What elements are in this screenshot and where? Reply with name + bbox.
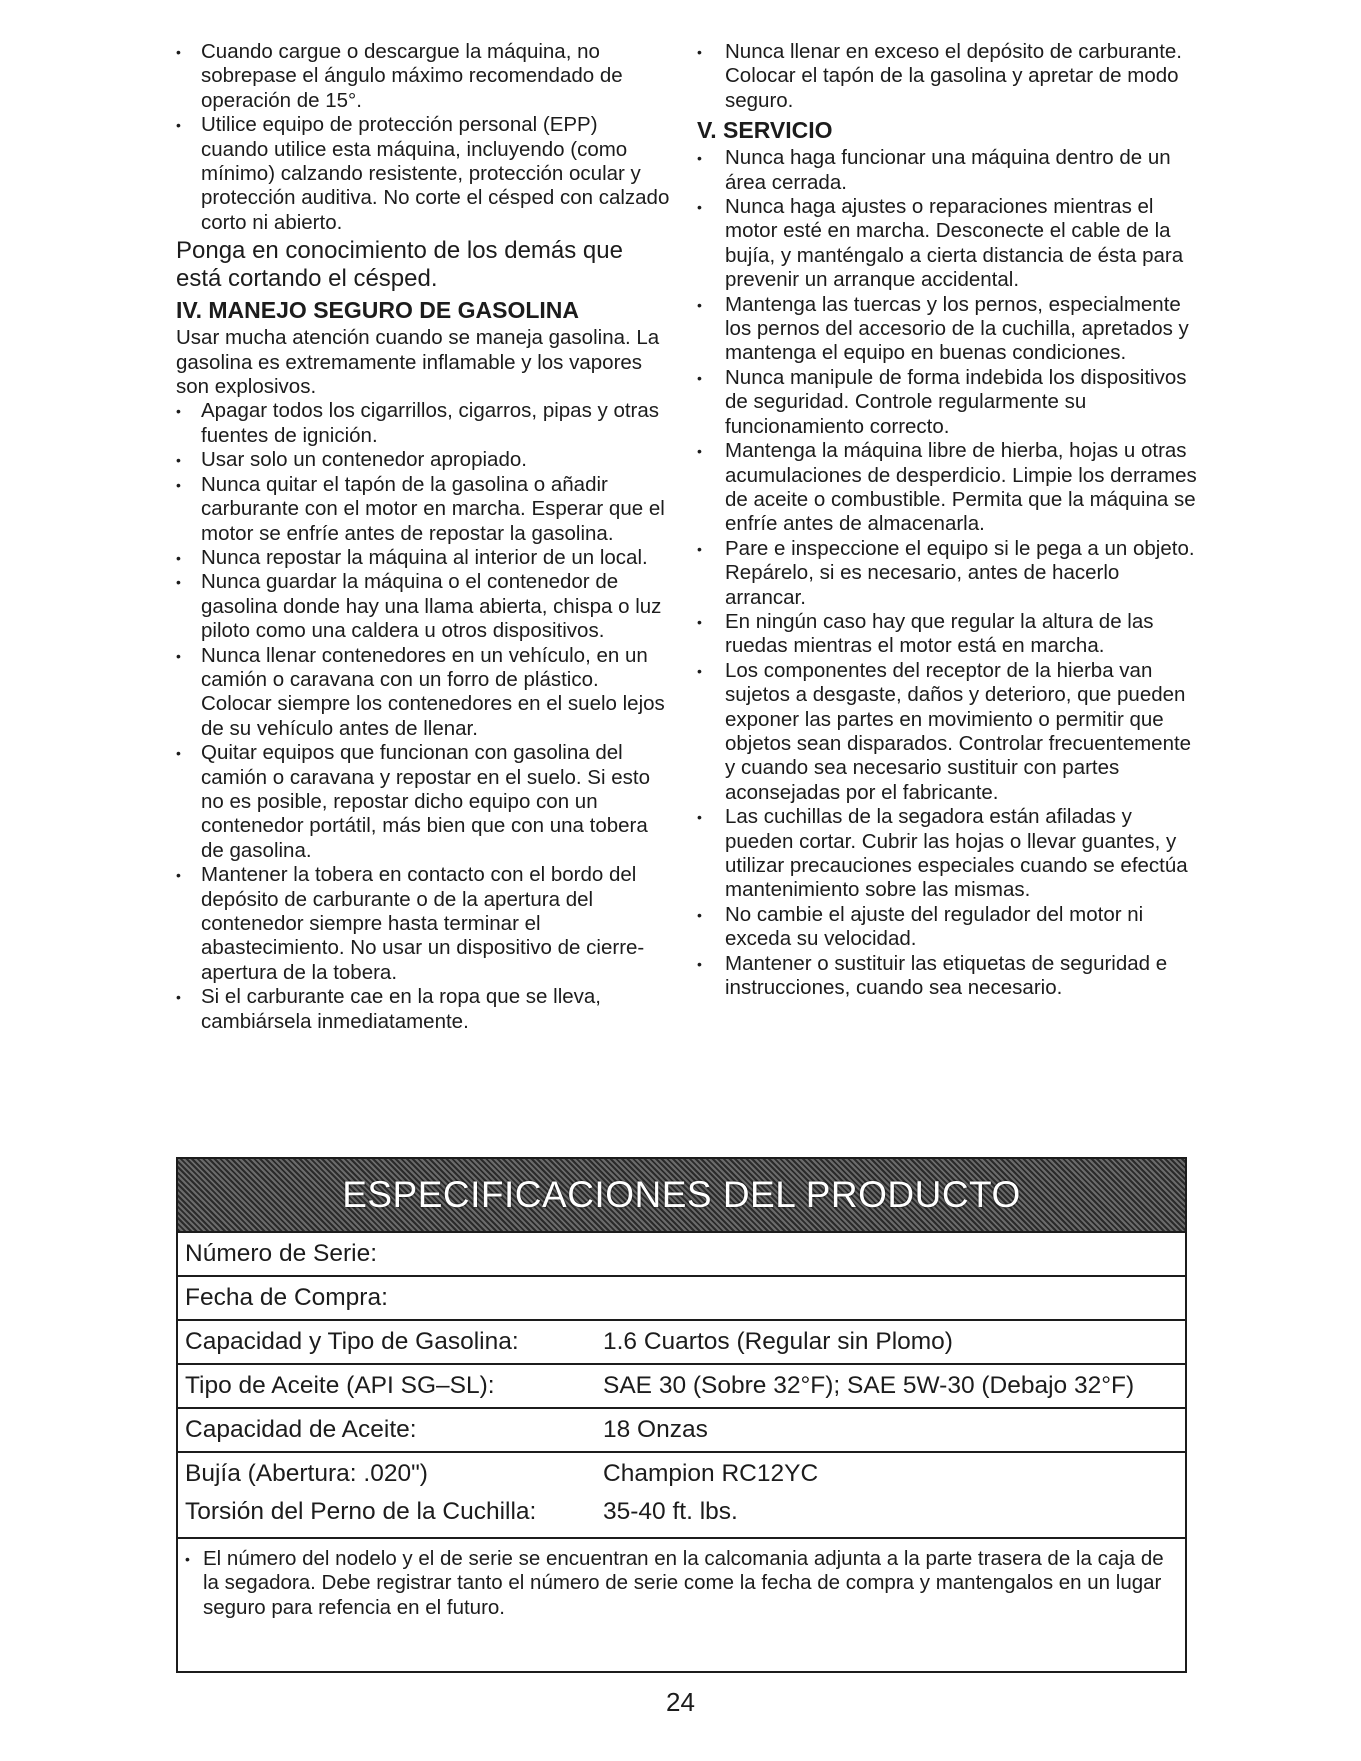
left-column	[176, 40, 670, 1034]
list-item: • Mantenga la máquina libre de hierba, hojas u otras acumulaciones de desperdicio. Limpie los derrames de aceite o combustible. Permita que la máquina se enfríe antes de almacenarla.	[697, 439, 1197, 537]
oil-type-label: Tipo de Aceite (API SG–SL):	[185, 1372, 495, 1399]
list-item: • Pare e inspeccione el equipo si le pega a un objeto. Repárelo, si es necesario, antes de hacerlo arrancar.	[697, 537, 1197, 610]
list-item: • Si el carburante cae en la ropa que se lleva, cambiársela inmediatamente.	[176, 985, 670, 1034]
spark-plug-torque-row	[178, 1453, 1185, 1539]
list-item: • Nunca guardar la máquina o el contenedor de gasolina donde hay una llama abierta, chispa o luz piloto como una caldera u otros dispositivos.	[176, 570, 670, 643]
oil-type-row	[178, 1365, 1185, 1409]
serial-number-row	[178, 1233, 1185, 1277]
list-item: • Mantenga las tuercas y los pernos, especialmente los pernos del accesorio de la cuchilla, apretados y mantenga el equipo en buenas condiciones.	[697, 293, 1197, 366]
list-item: • Nunca quitar el tapón de la gasolina o añadir carburante con el motor en marcha. Esperar que el motor se enfríe antes de repostar la gasolina.	[176, 473, 670, 546]
fuel-capacity-value: 1.6 Cuartos (Regular sin Plomo)	[603, 1328, 953, 1355]
list-item: • Las cuchillas de la segadora están afiladas y pueden cortar. Cubrir las hojas o llevar guantes, y utilizar precauciones especiales cuando se efectúa mantenimiento sobre las mismas.	[697, 805, 1197, 903]
blade-torque-label: Torsión del Perno de la Cuchilla:	[185, 1498, 537, 1525]
specifications-title-bar	[178, 1159, 1185, 1233]
registration-note: • El número del nodelo y el de serie se encuentran en la calcomania adjunta a la parte trasera de la caja de la segadora. Debe registrar tanto el número de serie come la fecha de compra y mantengalos en un lugar seguro para refencia en el futuro.	[178, 1539, 1185, 1620]
spark-plug-value: Champion RC12YC	[603, 1460, 819, 1487]
oil-capacity-label: Capacidad de Aceite:	[185, 1416, 417, 1443]
list-item: • Nunca llenar contenedores en un vehículo, en un camión o caravana con un forro de plástico. Colocar siempre los contenedores en el suelo lejos de su vehículo antes de llenar.	[176, 644, 670, 742]
serial-number-label: Número de Serie:	[185, 1240, 378, 1267]
section-v-bullets	[697, 146, 1197, 1000]
notify-others-callout: Ponga en conocimiento de los demás que está cortando el césped.	[176, 237, 623, 293]
list-item: • Mantener o sustituir las etiquetas de seguridad e instrucciones, cuando sea necesario.	[697, 952, 1197, 1001]
bullet-ppe: • Utilice equipo de protección personal (EPP) cuando utilice esta máquina, incluyendo (como mínimo) calzando resistente, protección ocular y protección auditiva. No corte el césped con calzado corto ni abierto.	[176, 113, 670, 235]
list-item: • Nunca manipule de forma indebida los dispositivos de seguridad. Controle regularmente su funcionamiento correcto.	[697, 366, 1197, 439]
section-iv-heading: IV. MANEJO SEGURO DE GASOLINA	[176, 297, 579, 324]
section-iv-intro: Usar mucha atención cuando se maneja gasolina. La gasolina es extremamente inflamable y los vapores son explosivos.	[176, 326, 660, 399]
bullet-fuel-overfill: • Nunca llenar en exceso el depósito de carburante. Colocar el tapón de la gasolina y apretar de modo seguro.	[697, 40, 1197, 113]
blade-torque-value: 35-40 ft. lbs.	[603, 1498, 738, 1525]
list-item: • Quitar equipos que funcionan con gasolina del camión o caravana y repostar en el suelo. Si esto no es posible, repostar dicho equipo con un contenedor portátil, más bien que con una tobera de gasolina.	[176, 741, 670, 863]
list-item: • Mantener la tobera en contacto con el bordo del depósito de carburante o de la apertura del contenedor siempre hasta terminar el abastecimiento. No usar un dispositivo de cierre-apertura de la tobera.	[176, 863, 670, 985]
fuel-capacity-row	[178, 1321, 1185, 1365]
list-item: • Nunca haga funcionar una máquina dentro de un área cerrada.	[697, 146, 1197, 195]
fuel-capacity-label: Capacidad y Tipo de Gasolina:	[185, 1328, 519, 1355]
product-specifications-table	[176, 1157, 1187, 1673]
list-item: • Apagar todos los cigarrillos, cigarros, pipas y otras fuentes de ignición.	[176, 399, 670, 448]
list-item: • No cambie el ajuste del regulador del motor ni exceda su velocidad.	[697, 903, 1197, 952]
list-item: • Nunca haga ajustes o reparaciones mientras el motor esté en marcha. Desconecte el cable de la bujía, y manténgalo a cierta distancia de ésta para prevenir un arranque accidental.	[697, 195, 1197, 293]
purchase-date-label: Fecha de Compra:	[185, 1284, 388, 1311]
purchase-date-row	[178, 1277, 1185, 1321]
section-v-heading: V. SERVICIO	[697, 117, 833, 144]
specifications-title: ESPECIFICACIONES DEL PRODUCTO	[342, 1174, 1021, 1215]
oil-capacity-value: 18 Onzas	[603, 1416, 708, 1443]
oil-capacity-row	[178, 1409, 1185, 1453]
left-top-bullets	[176, 40, 670, 235]
page-number: 24	[666, 1687, 695, 1717]
list-item: • Usar solo un contenedor apropiado.	[176, 448, 670, 472]
list-item: • Los componentes del receptor de la hierba van sujetos a desgaste, daños y deterioro, que pueden exponer las partes en movimiento o permitir que objetos sean disparados. Controlar frecuentemente y cuando sea necesario sustituir con partes aconsejadas por el fabricante.	[697, 659, 1197, 805]
list-item: • En ningún caso hay que regular la altura de las ruedas mientras el motor está en marcha.	[697, 610, 1197, 659]
right-column	[697, 40, 1197, 1000]
bullet-loading-angle: • Cuando cargue o descargue la máquina, no sobrepase el ángulo máximo recomendado de operación de 15°.	[176, 40, 670, 113]
right-top-bullets	[697, 40, 1197, 113]
section-iv-bullets	[176, 399, 670, 1034]
spark-plug-label: Bujía (Abertura: .020")	[185, 1460, 428, 1487]
list-item: • Nunca repostar la máquina al interior de un local.	[176, 546, 670, 570]
oil-type-value: SAE 30 (Sobre 32°F); SAE 5W-30 (Debajo 32°F)	[603, 1372, 1135, 1399]
